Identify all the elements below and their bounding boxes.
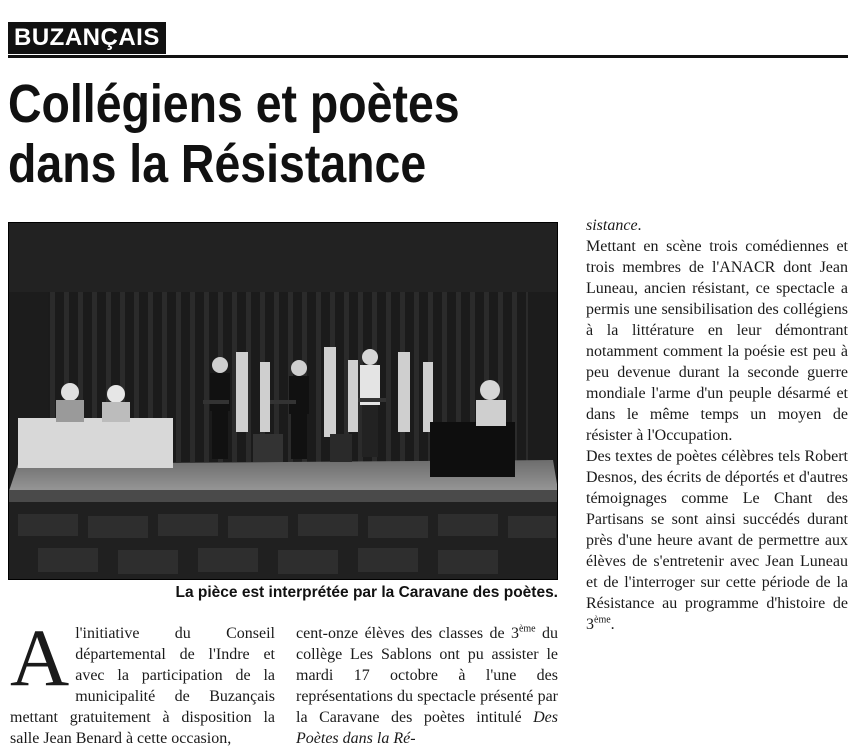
column-2-superscript: ème	[518, 623, 536, 635]
paragraph-texts: Des textes de poètes célèbres tels Robert Desnos, des écrits de déportés et d'autres témoignages comme Le Chant des Partisans se sont ainsi succédés durant près d'une heure avant de permettre aux élèves de s'entretenir avec Jean Luneau et de l'interroger sur cette période de la Résistance au programme d'histoire de 3	[586, 448, 848, 633]
column-3-superscript: ème	[594, 614, 611, 626]
article-column-1	[10, 612, 275, 749]
column-3-period: .	[637, 217, 642, 234]
column-3-final-period: .	[610, 616, 615, 633]
headline-line-1: Collégiens et poètes	[8, 74, 460, 134]
photo-caption: La pièce est interprétée par la Caravane des poètes.	[175, 584, 558, 601]
article-column-3	[586, 215, 848, 635]
article-column-2	[296, 623, 558, 749]
section-kicker: BUZANÇAIS	[8, 22, 166, 54]
stage-photo-illustration	[8, 222, 558, 580]
drop-cap: A	[10, 612, 70, 703]
column-2-text-end: du collège Les Sablons ont pu assister le mardi 17 octobre à l'une des représentations du spectacle présenté par la Caravane des poètes intitulé	[296, 625, 559, 726]
show-title-start: Des Poètes dans la Ré-	[296, 709, 558, 747]
column-1-text: l'initiative du Conseil départemental de l'Indre et avec la participation de la municipalité de Buzançais mettant gratuitement à disposition la salle Jean Benard à cette occasion,	[10, 625, 275, 747]
stage-photo	[8, 222, 558, 580]
headline	[8, 74, 541, 194]
show-title-end: sistance	[586, 217, 638, 234]
paragraph-staging: Mettant en scène trois comédiennes et trois membres de l'ANACR dont Jean Luneau, ancien résistant, ce spectacle a permis une sensibilisation des collégiens à la littérature en leur démontrant notamment comment la poésie est peu à peu devenue durant la seconde guerre mondiale l'arme d'un peuple désarmé et dans le même temps un moyen de résister à l'Occupation.	[586, 238, 848, 444]
headline-line-2: dans la Résistance	[8, 134, 427, 194]
kicker-rule	[8, 55, 848, 58]
column-2-text-start: cent-onze élèves des classes de 3	[296, 625, 519, 642]
